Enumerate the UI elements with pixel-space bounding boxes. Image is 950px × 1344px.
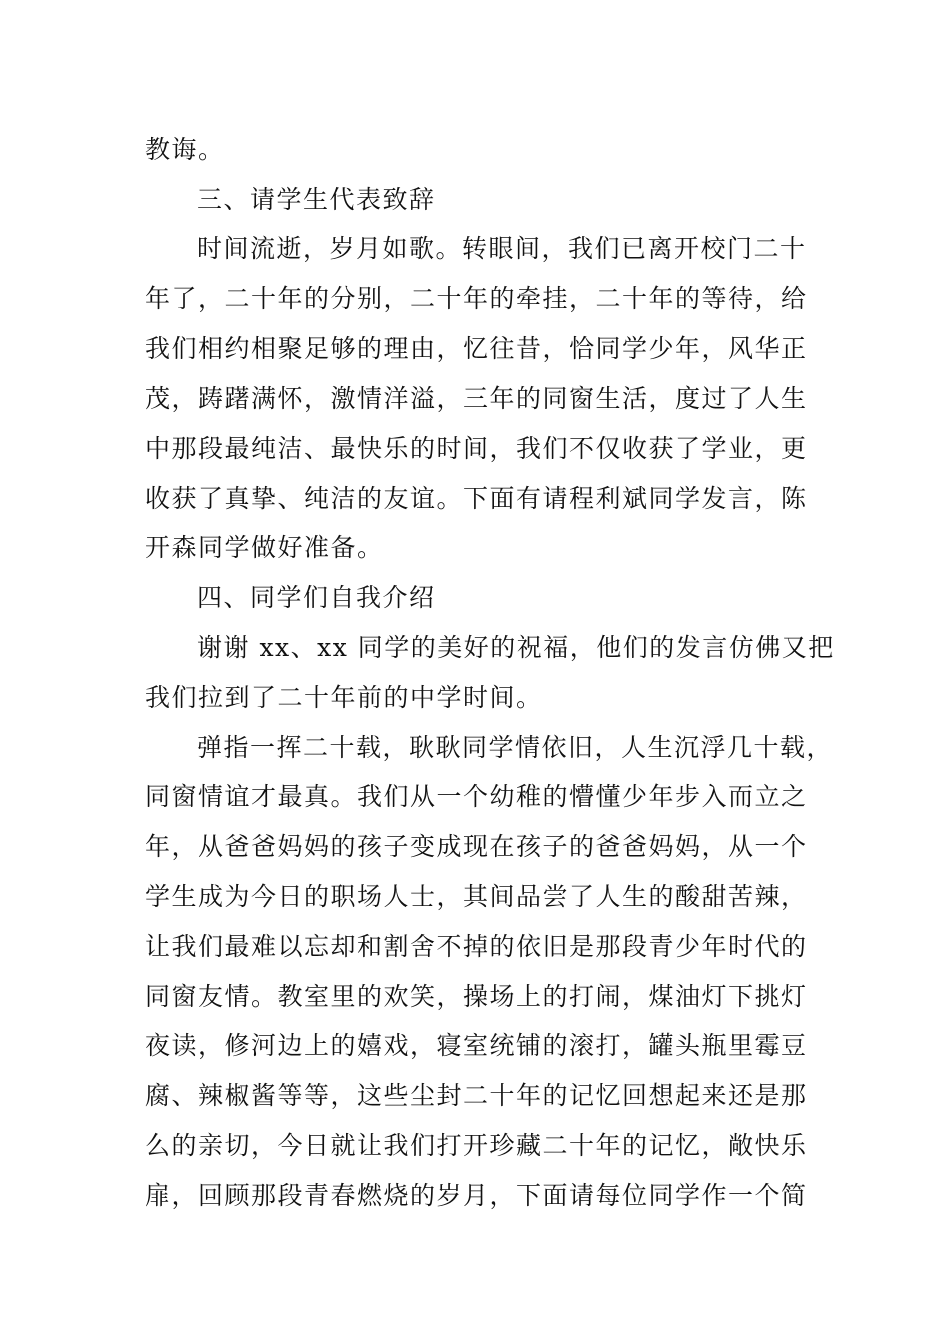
paragraph-line: 谢谢 xx、xx 同学的美好的祝福，他们的发言仿佛又把 (197, 633, 835, 662)
section-heading: 四、同学们自我介绍 (197, 583, 436, 612)
paragraph-line: 让我们最难以忘却和割舍不掉的依旧是那段青少年时代的 (145, 932, 808, 961)
paragraph-line: 收获了真挚、纯洁的友谊。下面有请程利斌同学发言，陈 (145, 484, 808, 513)
section-heading: 三、请学生代表致辞 (197, 185, 436, 214)
paragraph-line: 腐、辣椒酱等等，这些尘封二十年的记忆回想起来还是那 (145, 1081, 808, 1110)
paragraph-line: 么的亲切，今日就让我们打开珍藏二十年的记忆，敞快乐 (145, 1131, 808, 1160)
text-line: 教诲。 (145, 135, 225, 164)
paragraph-line: 同窗情谊才最真。我们从一个幼稚的懵懂少年步入而立之 (145, 782, 808, 811)
paragraph-line: 同窗友情。教室里的欢笑，操场上的打闹，煤油灯下挑灯 (145, 982, 808, 1011)
paragraph-line: 扉，回顾那段青春燃烧的岁月，下面请每位同学作一个简 (145, 1181, 808, 1210)
paragraph-line: 我们拉到了二十年前的中学时间。 (145, 683, 543, 712)
paragraph-line: 年，从爸爸妈妈的孩子变成现在孩子的爸爸妈妈，从一个 (145, 832, 808, 861)
paragraph-line: 时间流逝，岁月如歌。转眼间，我们已离开校门二十 (197, 234, 807, 263)
paragraph-line: 茂，踌躇满怀，激情洋溢，三年的同窗生活，度过了人生 (145, 384, 808, 413)
paragraph-line: 我们相约相聚足够的理由，忆往昔，恰同学少年，风华正 (145, 334, 808, 363)
paragraph-line: 弹指一挥二十载，耿耿同学情依旧，人生沉浮几十载， (197, 733, 834, 762)
paragraph-line: 学生成为今日的职场人士，其间品尝了人生的酸甜苦辣， (145, 882, 808, 911)
paragraph-line: 开森同学做好准备。 (145, 533, 384, 562)
paragraph-line: 夜读，修河边上的嬉戏，寝室统铺的滚打，罐头瓶里霉豆 (145, 1031, 808, 1060)
paragraph-line: 年了，二十年的分别，二十年的牵挂，二十年的等待，给 (145, 284, 808, 313)
paragraph-line: 中那段最纯洁、最快乐的时间，我们不仅收获了学业，更 (145, 434, 808, 463)
